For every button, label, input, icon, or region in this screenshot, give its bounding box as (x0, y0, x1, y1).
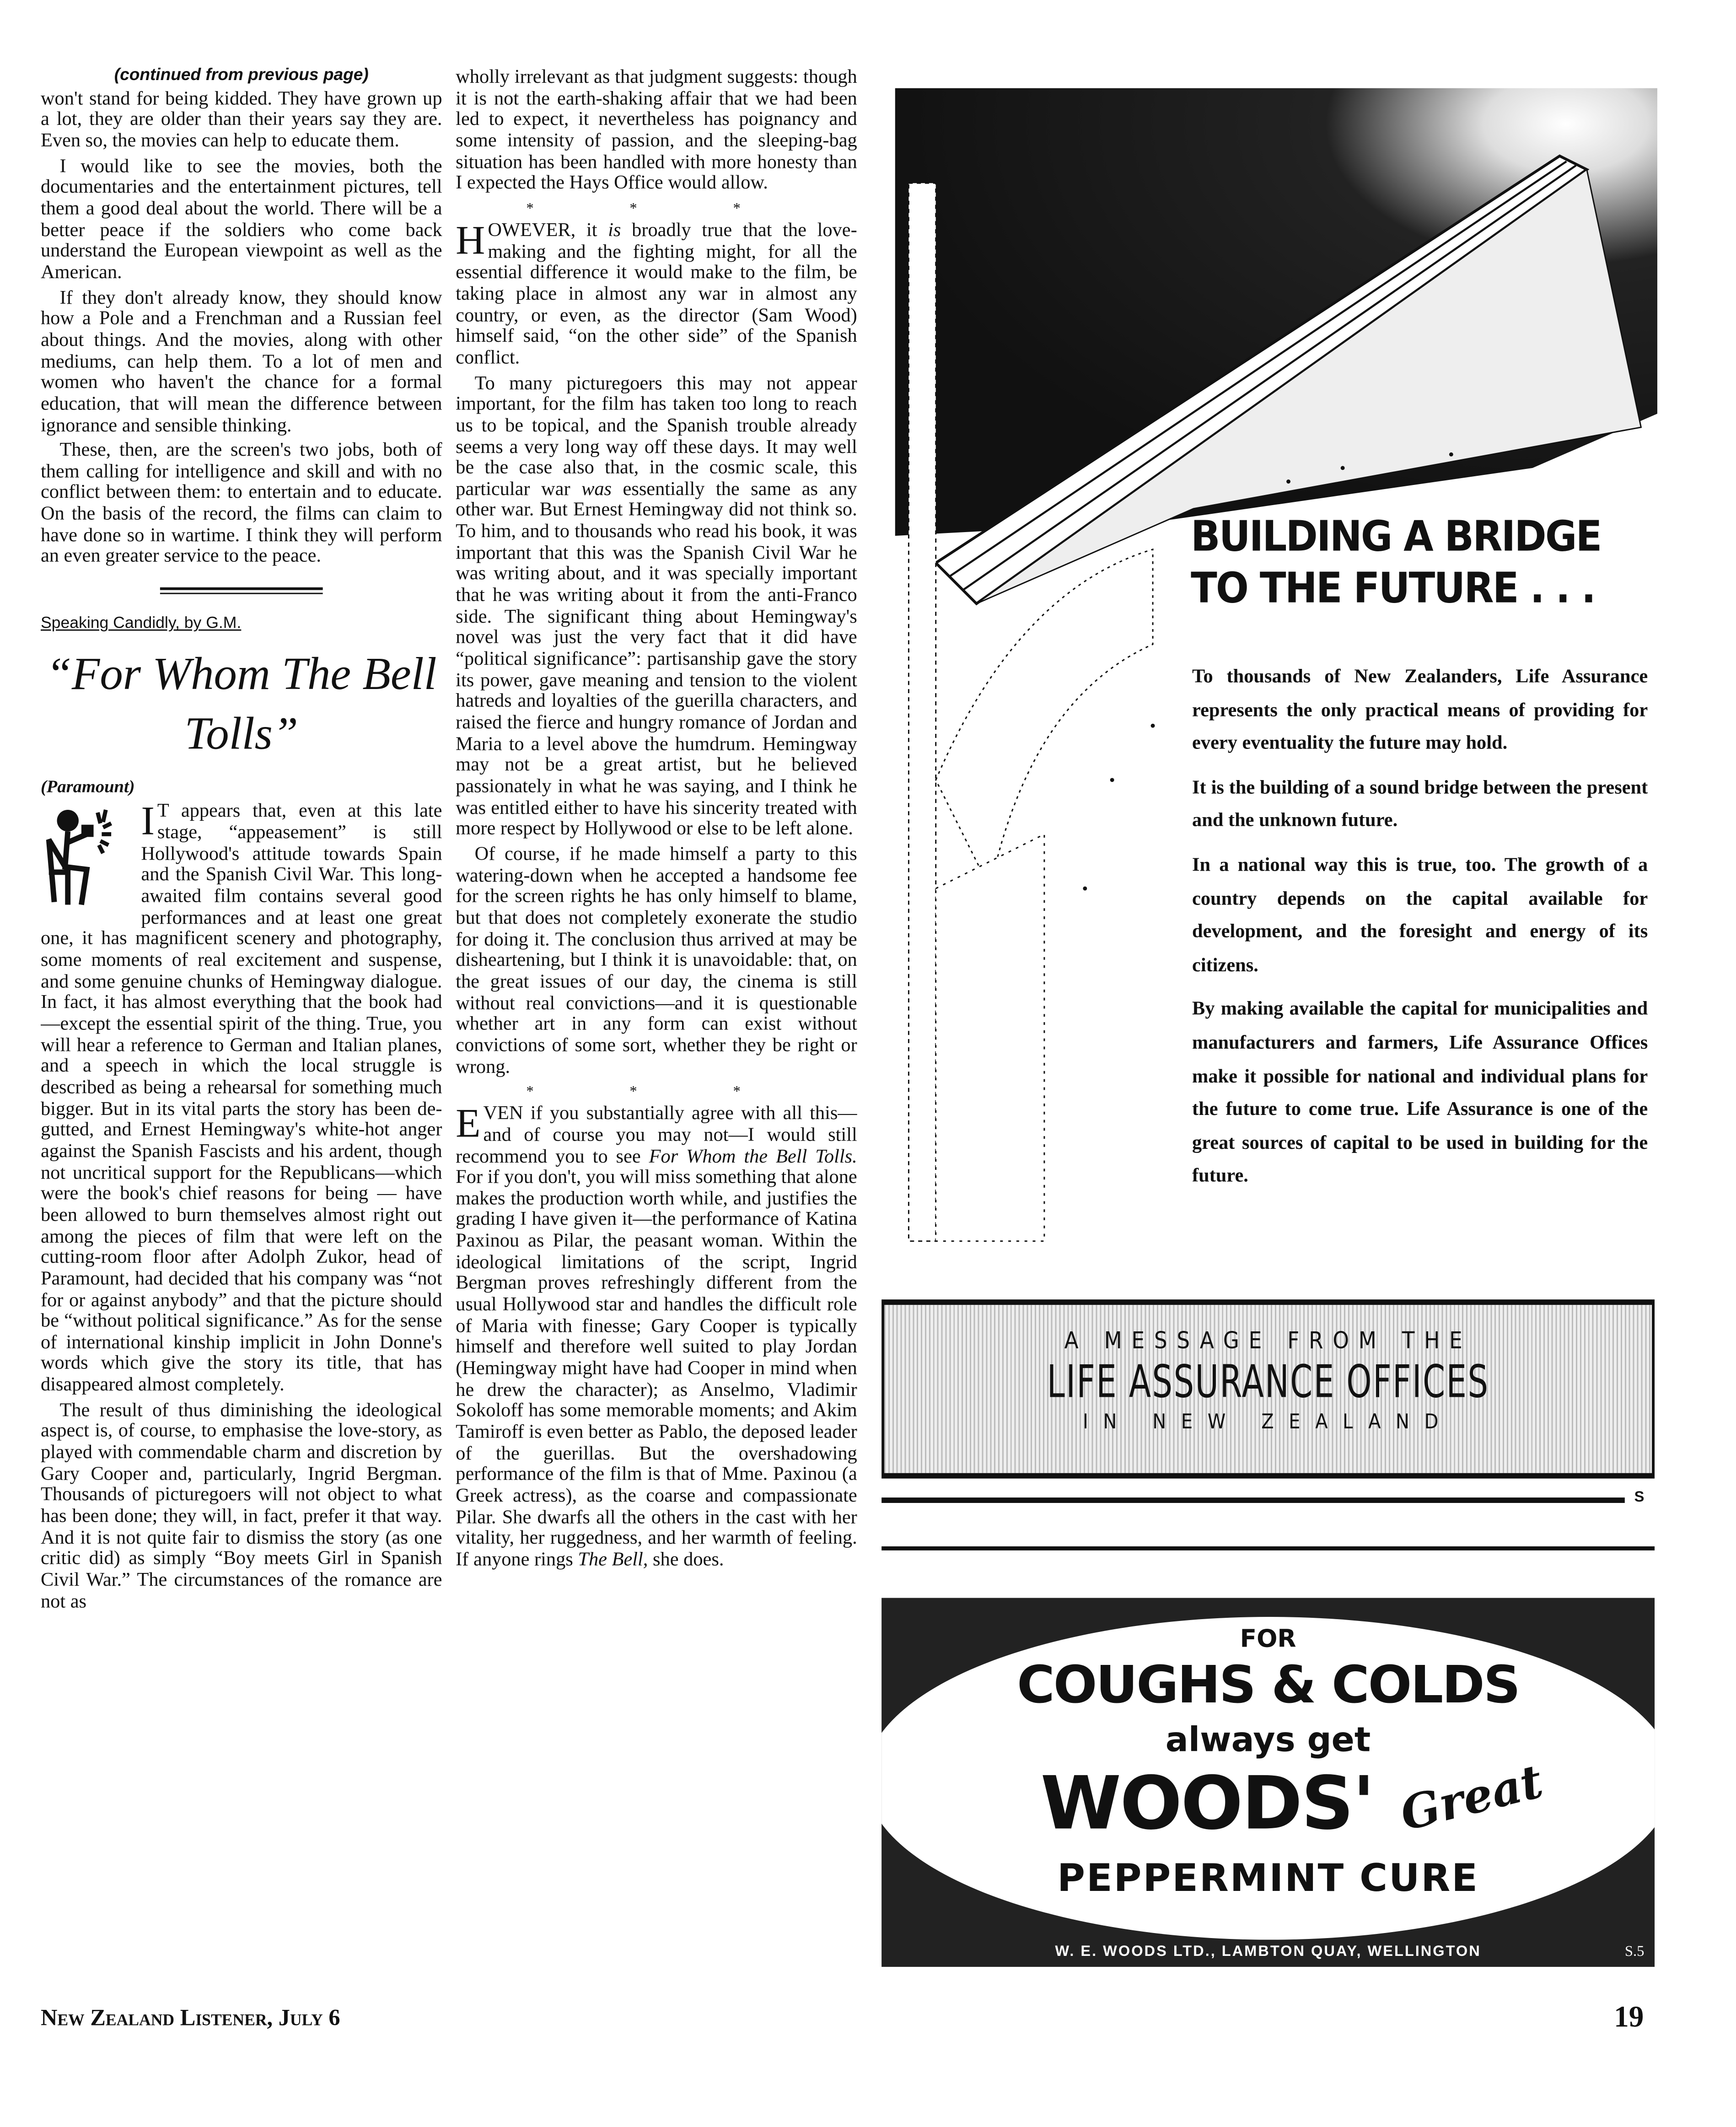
text: To many picturegoers this may not appear important, for the film has taken too long to reach us to be topical, and the Spanish trouble already seems a very long way off these days. It may well be the case also that, in the cosmic scale, this particular war (456, 372, 857, 501)
column-1 (41, 65, 442, 2008)
paragraph: If they don't already know, they should know how a Pole and a Frenchman and a Russian feel about things. And the movies, along with other mediums, can help them. To a lot of men and women who haven't the chance for a formal education, that will mean the difference between ignorance and sensible thinking. (40, 287, 442, 436)
ad-paragraph: It is the building of a sound bridge between the present and the unknown future. (1192, 777, 1648, 832)
text: broadly true that the love-making and the fighting might, for all the essential difference it would make to the film, be taking place in almost any war in almost any country, or even, as the director (Sam Wood) himself said, “on the other side” of the Spanish conflict. (456, 220, 857, 369)
paragraph: T appears that, even at this late stage, “appeasement” is still Hollywood's attitude towards Spain and the Spanish Civil War. This long-awaited film contains several good performances and at least one great one, it has magnificent scenery and photography, some moments of real excitement and suspense, and some genuine chunks of Hemingway dialogue. In fact, it has almost everything that the book had—except the essential spirit of the thing. True, you will hear a reference to German and Italian planes, and a speech in which the local struggle is described as being a rehearsal for something much bigger. But in its vital parts the story has been de-gutted, and Ernest Hemingway's white-hot anger against the Spanish Fascists and his ardent, though not uncritical support for the Republicans—which were the book's chief reasons for being — have been allowed to burn themselves almost right out among the pieces of film that were left on the cutting-room floor after Adolph Zukor, head of Paramount, had decided that his company was “not for or against anybody” and that the picture should be “without political significance.” As for the sense of international kinship implicit in John Donne's words which give the story its title, that has disappeared almost completely. (40, 801, 442, 1396)
life-assurance-advertisement (881, 75, 1657, 1255)
emphasis: For Whom the Bell Tolls. (649, 1145, 857, 1168)
ad-paragraph: To thousands of New Zealanders, Life Assurance represents the only practical means of providing for every eventuality the future may hold. (1192, 666, 1648, 754)
message-line-1: A MESSAGE FROM THE (1064, 1328, 1472, 1355)
text: essentially the same as any other war. But Ernest Hemingway did not think so. To him, and to thousands who read his book, it was important that this was the Spanish Civil War he was writing about, and it was specially important that he was writing about it from the anti-Franco side. The significant thing about Hemingway's novel was just the very fact that it did have “political significance”: partisanship gave the story its power, gave meaning and tension to the violent hatreds and loyalties of the guerilla characters, and raised the fierce and hungry romance of Jordan and Maria to a level above the humdrum. Hemingway may not be a great artist, but he believed passionately in what he was saying, and I think he was entitled either to have his sincerity treated with more respect by Hollywood or else to be left alone. (456, 479, 857, 840)
paragraph (456, 374, 857, 841)
message-line-2: LIFE ASSURANCE OFFICES (1047, 1355, 1489, 1408)
ad-address: W. E. WOODS LTD., LAMBTON QUAY, WELLINGTON (1055, 1944, 1481, 1960)
ad-product: PEPPERMINT CURE (1057, 1855, 1479, 1901)
paragraph: Of course, if he made himself a party to this watering-down when he accepted a handsome fee for the screen rights he has only himself to blame, but that does not completely exonerate the studio for doing it. The conclusion thus arrived at may be disheartening, but I think it is unavoidable: that, on the great issues of our day, the cinema is still without real convictions—and it is questionable whether art in any form can exist without convictions of some sort, whether they be right or wrong. (456, 844, 857, 1078)
section-divider (160, 587, 323, 594)
drop-cap: I (141, 799, 155, 845)
paragraph: These, then, are the screen's two jobs, both of them calling for intelligence and skill and with no conflict between them: to entertain and to educate. On the basis of the record, the films can claim to have done so in wartime. I think they will perform an even greater service to the peace. (40, 440, 442, 568)
ad-brand: WOODS' (1040, 1761, 1374, 1847)
paragraph: won't stand for being kidded. They have grown up a lot, they are older than their years say they are. Even so, the movies can help to educate them. (40, 87, 442, 152)
ad-paragraph: In a national way this is true, too. The growth of a country depends on the capital available for development, and the foresight and energy of its citizens. (1192, 854, 1648, 976)
ad-body (1192, 661, 1648, 1205)
ad-headline (1191, 512, 1615, 614)
headline-line-1: BUILDING A BRIDGE (1191, 512, 1601, 562)
ad-for: FOR (1240, 1625, 1296, 1654)
drop-cap: E (456, 1101, 481, 1147)
life-assurance-message-box (881, 1299, 1655, 1478)
section-stars: * * * (526, 1084, 787, 1101)
review-title: “For Whom The Bell Tolls” (46, 649, 437, 759)
message-line-3: IN NEW ZEALAND (1083, 1409, 1454, 1434)
text: OWEVER, it (488, 220, 608, 242)
studio-label: (Paramount) (40, 775, 135, 796)
ad-code: S (1634, 1489, 1645, 1506)
paragraph (456, 218, 857, 370)
drop-cap: H (456, 218, 485, 263)
emphasis: The Bell, (578, 1549, 648, 1571)
paragraph: wholly irrelevant as that judgment suggests: though it is not the earth-shaking affair that we had been led to expect, it nevertheless has poignancy and some intensity of passion, and the sleeping-bag situation has been handled with more honesty than I expected the Hays Office would allow. (456, 68, 857, 194)
ad-always-get: always get (1165, 1720, 1371, 1760)
text: VEN if you substantially agree with all this—and of course you may not—I would still recommend you to see (456, 1103, 857, 1168)
column-byline: Speaking Candidly, by G.M. (40, 613, 242, 632)
column-2 (456, 68, 857, 2008)
page-number: 19 (1614, 1999, 1644, 2034)
headline-line-2: TO THE FUTURE . . . (1191, 564, 1595, 614)
publication-footer: New Zealand Listener, July 6 (40, 2004, 340, 2031)
ad-code: S.5 (1624, 1944, 1645, 1960)
woods-peppermint-advertisement (881, 1598, 1655, 1967)
paragraph: I would like to see the movies, both the documentaries and the entertainment pictures, tell them a good deal about the world. There will be a better peace if the soldiers who come back understand the European viewpoint as well as the American. (40, 155, 442, 284)
text: she does. (648, 1549, 724, 1571)
paragraph (456, 1101, 857, 1572)
ad-paragraph: By making available the capital for municipalities and manufacturers and farmers, Life Assurance Offices make it possible for national and individual plans for the future to come true. Life Assurance is one of the great sources of capital to be used in building for the future. (1192, 999, 1648, 1188)
text: For if you don't, you will miss something that alone makes the production worth while, and justifies the grading I have given it—the performance of Katina Paxinou as Pilar, the peasant woman. Within the ideological limitations of the script, Ingrid Bergman proves refreshingly different from the usual Hollywood star and handles the difficult role of Maria with finesse; Gary Cooper is typically himself and therefore well suited to play Jordan (Hemingway might have had Cooper in mind when he drew the character); as Anselmo, Vladimir Sokoloff has some memorable moments; and Akim Tamiroff is even better as Pablo, the deposed leader of the guerillas. But the overshadowing performance of the film is that of Mme. Paxinou (a Greek actress), as the coarse and compassionate Pilar. She dwarfs all the others in the cast with her vitality, her ruggedness, and her warmth of feeling. If anyone rings (456, 1167, 857, 1571)
section-stars: * * * (526, 200, 787, 217)
ad-great-script: Great (1395, 1755, 1548, 1842)
critic-cartoon-icon (41, 805, 136, 910)
paragraph: The result of thus diminishing the ideological aspect is, of course, to emphasise the love-story, as played with commendable charm and discretion by Gary Cooper and, particularly, Ingrid Bergman. Thousands of picturegoers will not object to what has been done; they will, in fact, prefer it that way. And it is not quite fair to dismiss the story (as one critic did) as simply “Boy meets Girl in Spanish Civil War.” The circumstances of the romance are not as (40, 1400, 442, 1613)
ad-divider (881, 1497, 1625, 1503)
emphasis: is (608, 220, 621, 242)
emphasis: was (581, 479, 612, 501)
section-divider (881, 1546, 1655, 1551)
ad-coughs-colds: COUGHS & COLDS (1017, 1655, 1520, 1715)
continued-note: (continued from previous page) (114, 65, 369, 84)
